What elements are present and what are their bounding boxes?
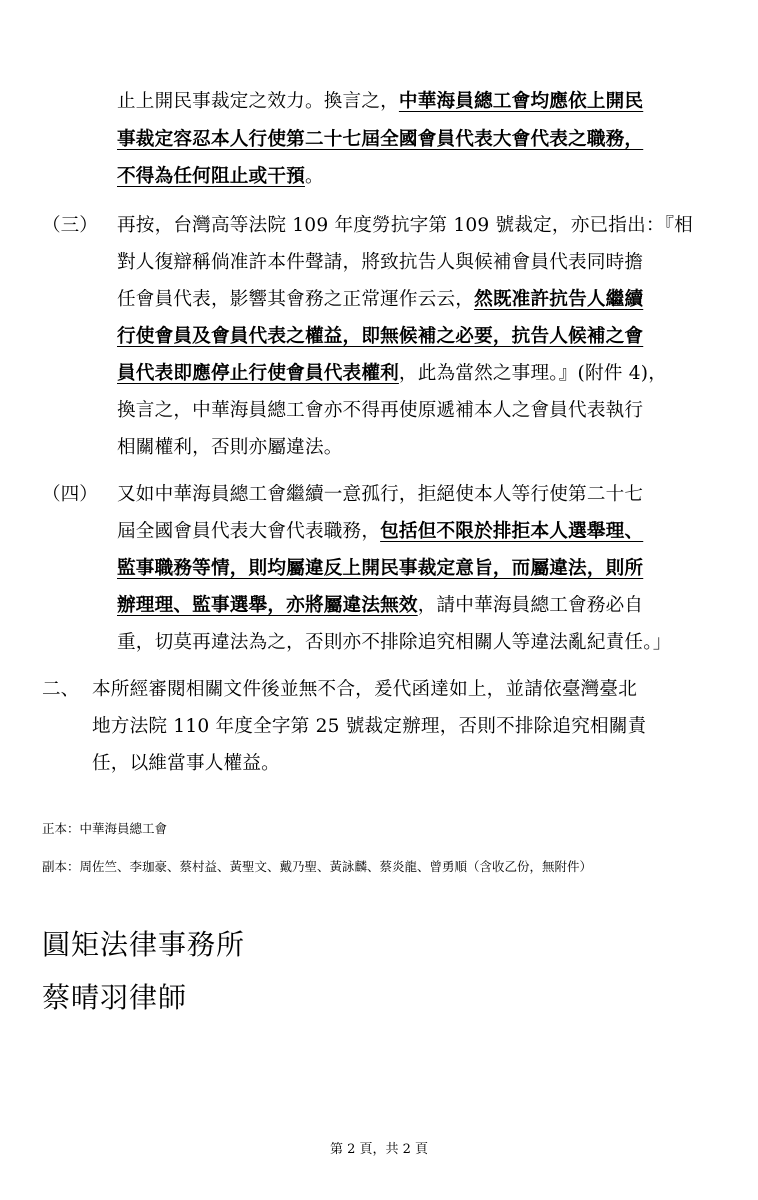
item-2-line-3: 任，以維當事人權益。 xyxy=(92,753,280,774)
para-top-emphasis: 不得為任何阻止或干預 xyxy=(117,166,305,187)
item-4-line-2 xyxy=(117,517,643,547)
item-3-line-1: 再按，台灣高等法院 109 年度勞抗字第 109 號裁定，亦已指出：『相 xyxy=(117,215,693,236)
item-3-line-6: 換言之，中華海員總工會亦不得再使原遞補本人之會員代表執行 xyxy=(117,400,644,421)
item-2-marker: 二、 xyxy=(42,679,80,700)
page-number: 第 2 頁，共 2 頁 xyxy=(329,1142,429,1157)
item-4-emphasis: 包括但不限於排拒本人選舉理、 xyxy=(380,521,644,542)
item-3-text: ，此為當然之事理。』(附件 4)， xyxy=(398,363,667,384)
item-2-line-2: 地方法院 110 年度全字第 25 號裁定辦理，否則不排除追究相關責 xyxy=(92,716,647,737)
copy-recipients: 副本：周佐竺、李珈豪、蔡村益、黃聖文、戴乃聖、黃詠麟、蔡炎龍、曾勇順（含收乙份，無附件） xyxy=(42,859,593,874)
para-top-line-1 xyxy=(117,87,643,117)
item-4-line-1: 又如中華海員總工會繼續一意孤行，拒絕使本人等行使第二十七 xyxy=(117,484,644,505)
item-4-emphasis: 辦理理、監事選舉，亦將屬違法無效 xyxy=(117,595,418,616)
lawyer-name: 蔡晴羽律師 xyxy=(42,981,188,1014)
para-top-text: 止上開民事裁定之效力。換言之， xyxy=(117,91,399,112)
item-3-line-4: 行使會員及會員代表之權益，即無候補之必要，抗告人候補之會 xyxy=(117,326,644,347)
item-3-line-5 xyxy=(117,359,667,389)
para-top-emphasis: 中華海員總工會均應依上開民 xyxy=(398,91,644,112)
item-4-text: 屆全國會員代表大會代表職務， xyxy=(117,521,381,542)
para-top-line-2: 事裁定容忍本人行使第二十七屆全國會員代表大會代表之職務， xyxy=(117,129,644,150)
item-3-emphasis: 員代表即應停止行使會員代表權利 xyxy=(117,363,399,384)
item-3-line-7: 相關權利，否則亦屬違法。 xyxy=(117,437,343,458)
law-firm-name: 圓矩法律事務所 xyxy=(42,928,246,961)
para-top-text: 。 xyxy=(304,166,324,187)
original-recipient: 正本：中華海員總工會 xyxy=(42,821,168,836)
item-4-text: ，請中華海員總工會務必自 xyxy=(417,595,644,616)
item-4-line-3: 監事職務等情，則均屬違反上開民事裁定意旨，而屬違法，則所 xyxy=(117,558,644,579)
item-2-line-1: 本所經審閱相關文件後並無不合，爰代函達如上，並請依臺灣臺北 xyxy=(92,679,638,700)
para-top-line-3 xyxy=(117,162,324,192)
item-3-marker: （三） xyxy=(42,215,98,236)
item-3-emphasis: 然既准許抗告人繼續 xyxy=(474,289,644,310)
item-3-text: 任會員代表，影響其會務之正常運作云云， xyxy=(117,289,475,310)
item-4-marker: （四） xyxy=(42,484,98,505)
item-4-line-5: 重，切莫再違法為之，否則亦不排除追究相關人等違法亂紀責任。」 xyxy=(117,632,672,653)
item-3-line-3 xyxy=(117,285,643,315)
item-4-line-4 xyxy=(117,591,643,621)
item-3-line-2: 對人復辯稱倘准許本件聲請，將致抗告人與候補會員代表同時擔 xyxy=(117,252,644,273)
